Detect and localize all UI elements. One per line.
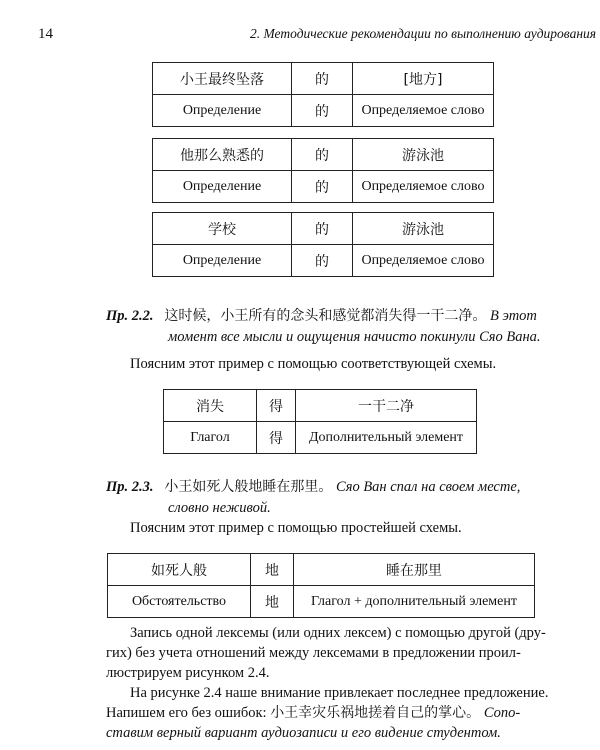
page-number: 14 bbox=[38, 26, 53, 42]
paragraph-scheme-1: Поясним этот пример с помощью соответствующей схемы. bbox=[130, 356, 497, 372]
table-cell: 如死人般 bbox=[108, 554, 251, 586]
table-cell: 游泳池 bbox=[353, 213, 494, 245]
scheme-table-2-3 bbox=[107, 553, 535, 618]
example-label: Пр. 2.3. bbox=[106, 479, 154, 495]
example-translation-end: словно неживой. bbox=[168, 500, 271, 516]
table-cell: 学校 bbox=[153, 213, 292, 245]
table-cell: 的 bbox=[292, 213, 353, 245]
grammar-table-2 bbox=[152, 138, 494, 203]
table-cell: Определение bbox=[153, 95, 292, 127]
table-cell: Глагол bbox=[164, 422, 257, 454]
paragraph-scheme-2: Поясним этот пример с помощью простейшей схемы. bbox=[130, 520, 462, 536]
table-row bbox=[164, 422, 477, 454]
table-cell: 小王最终坠落 bbox=[153, 63, 292, 95]
example-label: Пр. 2.2. bbox=[106, 308, 154, 324]
running-title: 2. Методические рекомендации по выполнению аудирования bbox=[250, 26, 597, 41]
table-cell: 他那么熟悉的 bbox=[153, 139, 292, 171]
table-row bbox=[164, 390, 477, 422]
table-row bbox=[153, 63, 494, 95]
table-cell: 地 bbox=[251, 554, 294, 586]
table-row bbox=[153, 95, 494, 127]
example-chinese: 小王如死人般地睡在那里。 bbox=[164, 479, 333, 495]
table-row bbox=[153, 171, 494, 203]
table-row bbox=[153, 213, 494, 245]
example-2-2 bbox=[106, 306, 546, 348]
table-cell: Определяемое слово bbox=[353, 245, 494, 277]
table-cell: Обстоятельство bbox=[108, 586, 251, 618]
table-cell: 地 bbox=[251, 586, 294, 618]
table-row bbox=[108, 554, 535, 586]
table-cell: 的 bbox=[292, 139, 353, 171]
paragraph-chinese: 小王幸灾乐祸地搓着自己的掌心。 bbox=[270, 705, 481, 721]
table-cell: Определение bbox=[153, 171, 292, 203]
table-cell: Определение bbox=[153, 245, 292, 277]
paragraph-figure bbox=[106, 683, 549, 743]
table-cell: Дополнительный элемент bbox=[296, 422, 477, 454]
example-translation-start: В этот bbox=[490, 308, 537, 324]
paragraph-line: люстрируем рисунком 2.4. bbox=[106, 665, 270, 681]
paragraph-text: Напишем его без ошибок: bbox=[106, 705, 267, 721]
example-translation-start: Сяо Ван спал на своем месте, bbox=[336, 479, 521, 495]
grammar-table-3 bbox=[152, 212, 494, 277]
table-cell: 的 bbox=[292, 95, 353, 127]
table-cell: 睡在那里 bbox=[294, 554, 535, 586]
table-cell: Определяемое слово bbox=[353, 171, 494, 203]
example-2-3 bbox=[106, 477, 546, 519]
grammar-table-1 bbox=[152, 62, 494, 127]
table-row bbox=[108, 586, 535, 618]
paragraph-line: гих) без учета отношений между лексемами в предложении проил- bbox=[106, 645, 521, 661]
table-cell: 消失 bbox=[164, 390, 257, 422]
scheme-table-2-2 bbox=[163, 389, 477, 454]
table-row bbox=[153, 139, 494, 171]
paragraph-line: Запись одной лексемы (или одних лексем) с помощью другой (дру- bbox=[130, 625, 546, 641]
table-cell: Глагол + дополнительный элемент bbox=[294, 586, 535, 618]
paragraph-line: На рисунке 2.4 наше внимание привлекает последнее предложение. bbox=[130, 685, 549, 701]
paragraph-record bbox=[106, 623, 546, 683]
table-cell: 游泳池 bbox=[353, 139, 494, 171]
table-cell: Определяемое слово bbox=[353, 95, 494, 127]
example-translation-end: момент все мысли и ощущения начисто покинули Сяо Вана. bbox=[168, 329, 541, 345]
table-cell: 的 bbox=[292, 245, 353, 277]
table-row bbox=[153, 245, 494, 277]
paragraph-italic: Сопо- bbox=[483, 705, 521, 721]
table-cell: 得 bbox=[257, 422, 296, 454]
table-cell: 得 bbox=[257, 390, 296, 422]
table-cell: [地方] bbox=[353, 63, 494, 95]
example-chinese: 这时候，小王所有的念头和感觉都消失得一干二净。 bbox=[164, 308, 487, 324]
table-cell: 的 bbox=[292, 171, 353, 203]
table-cell: 的 bbox=[292, 63, 353, 95]
paragraph-line: ставим верный вариант аудиозаписи и его видение студентом. bbox=[106, 725, 501, 741]
table-cell: 一干二净 bbox=[296, 390, 477, 422]
